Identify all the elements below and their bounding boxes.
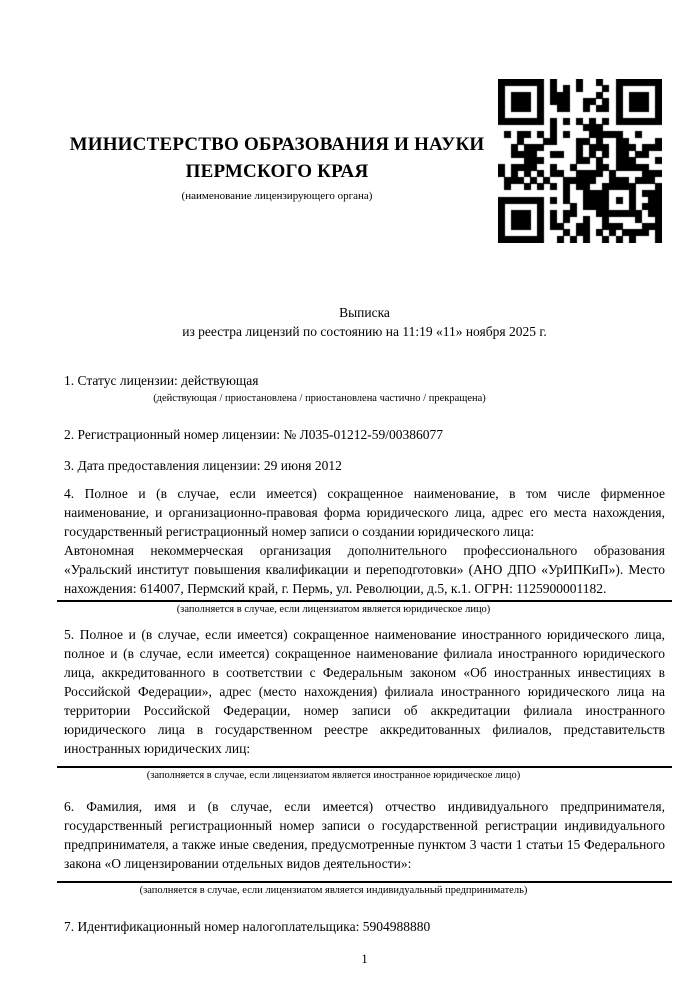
foreign-entity-caption: (заполняется в случае, если лицензиатом является иностранное юридическое лицо) [146, 770, 521, 781]
license-status-caption: (действующая / приостановлена / приостановлена частично / прекращена) [153, 393, 486, 404]
license-status-text: 1. Статус лицензии: действующая [64, 373, 259, 388]
qr-code-icon [498, 79, 662, 243]
taxpayer-number-text: 7. Идентификационный номер налогоплательщика: 5904988880 [64, 919, 431, 934]
item-grant-date [64, 456, 665, 475]
item-taxpayer-number [64, 917, 665, 936]
authority-caption: (наименование лицензирующего органа) [181, 190, 373, 202]
licensing-authority-header [64, 131, 490, 203]
item-registration-number [64, 425, 665, 444]
entrepreneur-text: 6. Фамилия, имя и (в случае, если имеется) отчество индивидуального предпринимателя, государственный регистрационный номер записи о государственной регистрации индивидуального предпринимателя, а также иные сведения, предусмотренные пунктом 3 части 1 статьи 15 Федерального закона «О лицензировании отдельных видов деятельности»: [64, 799, 665, 871]
qr-code [498, 79, 662, 243]
legal-entity-caption: (заполняется в случае, если лицензиатом является юридическое лицо) [176, 604, 491, 615]
authority-name: МИНИСТЕРСТВО ОБРАЗОВАНИЯ И НАУКИ ПЕРМСКОГО КРАЯ [69, 134, 485, 182]
document-title-line2: из реестра лицензий по состоянию на 11:19 «11» ноября 2025 г. [182, 324, 547, 339]
item-entrepreneur [64, 797, 665, 898]
document-body [64, 303, 665, 967]
grant-date-text: 3. Дата предоставления лицензии: 29 июня 2012 [64, 458, 342, 473]
document-title-line1: Выписка [339, 305, 390, 320]
page-number: 1 [361, 951, 368, 966]
document-title [64, 303, 665, 341]
foreign-entity-text: 5. Полное и (в случае, если имеется) сокращенное наименование иностранного юридического лица, полное и (в случае, если имеется) сокращенное наименование филиала иностранного юридического лица, аккредитованного в соответствии с Федеральным законом «Об иностранных инвестициях в Российской Федерации», адрес (место нахождения) филиала иностранного юридического лица на территории Российской Федерации, номер записи об аккредитации филиала иностранного юридического лица в государственном реестре аккредитованных филиалов, представительств иностранных юридических лиц: [64, 627, 665, 756]
item-legal-entity [64, 484, 665, 617]
item-license-status [64, 371, 665, 406]
legal-entity-text: 4. Полное и (в случае, если имеется) сокращенное наименование, в том числе фирменное наименование, и организационно-правовая форма юридического лица, адрес его места нахождения, государственный регистрационный номер записи о создании юридического лица: [64, 486, 665, 539]
legal-entity-value: Автономная некоммерческая организация дополнительного профессионального образования «Уральский институт повышения квалификации и переподготовки» (АНО ДПО «УрИПКиП»). Место нахождения: 614007, Пермский край, г. Пермь, ул. Революции, д.5, к.1. ОГРН: 1125900001182. [64, 543, 665, 596]
entrepreneur-caption: (заполняется в случае, если лицензиатом является индивидуальный предприниматель) [139, 885, 528, 896]
registration-number-text: 2. Регистрационный номер лицензии: № Л035-01212-59/00386077 [64, 427, 444, 442]
item-foreign-entity [64, 625, 665, 783]
